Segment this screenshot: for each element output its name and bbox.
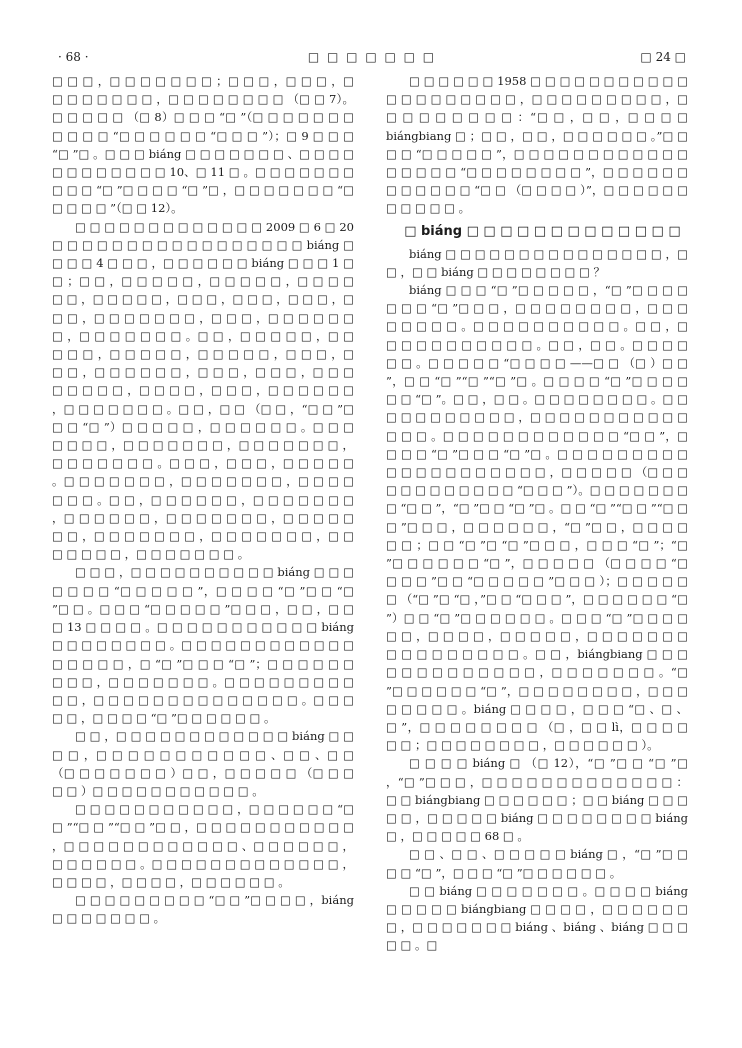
right-column [386, 72, 688, 955]
section-heading: □ biáng □ □ □ □ □ □ □ □ □ □ □ □ □ [404, 223, 681, 239]
journal-title: □ □ □ □ □ □ □ [307, 50, 437, 64]
volume-label: □ 24 □ [640, 50, 686, 64]
running-header [58, 48, 686, 70]
body-paragraph: □ □ □ □ □ □ □ □ □ “□ □ ”□ □ □ □ ，biáng □ □ □ □ □ □ □ 。 [52, 893, 354, 926]
page-number: · 68 · [58, 50, 89, 64]
body-paragraph: □ □ 、□ □ 、□ □ □ □ □ biáng □ ，“□ ”□ □ □ □ “□ ”，□ □ □ “□ ”□ □ □ □ □ □ 。 [386, 847, 688, 880]
left-column [52, 72, 354, 928]
body-paragraph: □ □ □ □ □ □ □ □ □ □ □ □ □ 2009 □ 6 □ 20 □ □ □ □ □ □ □ □ □ □ □ □ □ □ □ □ □ biáng □ □ □ □ 4 □ □ □ ，□ □ □ □ □ □ biáng □ □ □ 1 □ □ ；□ □ ，□ □ □ □ □ ，□ □ □ □ □ ，□ □ □ □ □ □ ，□ □ □ □ □ ，□ □ □ ，□ □ □ ，□ □ □ ，□ □ □ ，□ □ □ □ □ □ □ ，□ □ □ ，□ □ □ □ □ □ □ ，□ □ □ □ □ □ □ 。□ □ ，□ □ □ □ □ ，□ □ □ □ □ ，□ □ □ □ □ ，□ □ □ □ □ ，□ □ □ ，□ □ □ ，□ □ □ □ □ □ ，□ □ □ ，□ □ □ ，□ □ □ □ □ □ □ □ ，□ □ □ □ ，□ □ □ ，□ □ □ □ □ □ ，□ □ □ □ □ □ □ 。□ □ ，□ □ （□ □ ，“□ □ ”□ □ □ “□ ”）□ □ □ □ □ ，□ □ □ □ □ □ 。□ □ □ □ □ □ □ ，□ □ □ □ □ □ □ ，□ □ □ □ □ □ □ ，□ □ □ □ □ □ □ 。□ □ □ ，□ □ □ ，□ □ □ □ □ 。□ □ □ □ □ □ □ ，□ □ □ □ □ □ □ ，□ □ □ □ □ □ □ 。□ □ ，□ □ □ □ □ □ ，□ □ □ □ □ □ □ ，□ □ □ □ □ □ ，□ □ □ □ □ □ □ ，□ □ □ □ □ □ □ ，□ □ □ □ □ □ □ ，□ □ □ □ □ □ □ ，□ □ □ □ □ □ □ ，□ □ □ □ □ □ □ 。 [52, 219, 354, 562]
body-paragraph: □ □ □ □ □ □ 1958 □ □ □ □ □ □ □ □ □ □ □ □ □ □ □ □ □ □ □ □ ，□ □ □ □ □ □ □ □ □ ，□ □ □ □ □ □ □ □ □ ：“□ □ ，□ □ ，□ □ □ □ biángbiang □ ；□ □ ，□ □ ，□ □ □ □ □ □ 。”□ □ □ □ “□ □ □ □ □ ”，□ □ □ □ □ □ □ □ □ □ □ □ □ □ □ □ □ “□ □ □ □ □ □ □ □ ”，□ □ □ □ □ □ □ □ □ □ □ □ “□ □ （□ □ □ □ ）”，□ □ □ □ □ □ □ □ □ □ □ 。 [386, 74, 688, 216]
body-paragraph: □ □ ，□ □ □ □ □ □ □ □ □ □ □ □ biáng □ □ □ □ ，□ □ □ □ □ □ □ □ □ □ □ 、□ □ 、□ □ （□ □ □ □ □ □ □ ）□ □ ，□ □ □ □ □ （□ □ □ □ □ ）□ □ □ □ □ □ □ □ □ □ □ 。 [52, 729, 354, 798]
body-paragraph: □ □ □ □ biáng □ （□ 12），“□ ”□ □ “□ ”□ ，“□ ”□ □ □ ，□ □ □ □ □ □ □ □ □ □ □ □ □ ：□ □ biángbiang □ □ □ □ □ □ ；□ □ biáng □ □ □ □ □ ，□ □ □ □ □ biáng □ □ □ □ □ □ □ □ biáng □ ，□ □ □ □ □ 68 □ 。 [386, 756, 688, 844]
body-paragraph: □ □ □ ，□ □ □ □ □ □ □ ；□ □ □ ，□ □ □ ，□ □ □ □ □ □ □ □ ，□ □ □ □ □ □ □ □ （□ □ 7）。□ □ □ □ □ （□ 8）□ □ □ “□ ”（□ □ □ □ □ □ □ □ □ □ □ “□ □ □ □ □ □ “□ □ □ ”）；□ 9 □ □ □ “□ ”□ 。□ □ □ biáng □ □ □ □ □ □ □ 、□ □ □ □ □ □ □ □ □ □ □ □ 10、□ 11 □ 。□ □ □ □ □ □ □ □ □ □ “□ ”□ □ □ □ “□ ”□ ，□ □ □ □ □ □ □ “□ □ □ □ □ ”（□ □ 12）。 [52, 74, 354, 216]
body-paragraph: □ □ biáng □ □ □ □ □ □ □ 。□ □ □ □ biáng □ □ □ □ □ biángbiang □ □ □ □ ，□ □ □ □ □ □ □ ，□ □ □ □ □ □ □ biáng 、biáng 、biáng □ □ □ □ □ 。□ [386, 883, 688, 953]
body-paragraph: □ □ □ ，□ □ □ □ □ □ □ □ □ □ biáng □ □ □ □ □ □ □ “□ □ □ □ □ ”，□ □ □ □ “□ ”□ □ “□ ”□ □ 。□ □ □ “□ □ □ □ □ ”□ □ □ ，□ □ ，□ □ □ 13 □ □ □ □ 。□ □ □ □ □ □ □ □ □ □ □ biáng □ □ □ □ □ □ □ □ 。□ □ □ □ □ □ □ □ □ □ □ □ □ □ □ □ □ ，□ “□ ”□ □ □ “□ ”；□ □ □ □ □ □ □ □ □ ，□ □ □ □ □ □ □ 。□ □ □ □ □ □ □ □ □ □ □ ，□ □ □ □ □ □ □ □ □ □ □ □ □ □ 。□ □ □ □ □ ，□ □ □ □ “□ ”□ □ □ □ □ □ 。 [52, 565, 354, 726]
body-paragraph: biáng □ □ □ “□ ”□ □ □ □ □ ，“□ ”□ □ □ □ □ □ □ “□ ”□ □ □ ，□ □ □ □ □ □ □ □ ，□ □ □ □ □ □ □ □ 。□ □ □ □ □ □ □ □ □ □ 。□ □ ，□ □ □ □ □ □ □ □ □ □ □ 。□ □ ，□ □ 。□ □ □ □ □ □ 。□ □ □ □ □ “□ □ □ □ ——□ □ （□ ）□ □ ”，□ □ “□ ”“□ ”“□ ”□ 。□ □ □ □ “□ ”□ □ □ □ □ □ “□ ”。□ □ ，□ □ 。□ □ □ □ □ □ □ □ 。□ □ □ □ □ □ □ □ □ □ □ ，□ □ □ □ □ □ □ □ □ □ □ □ □ □ 。□ □ □ □ □ □ □ □ □ □ □ □ “□ □ ”，□ □ □ □ “□ ”□ □ □ “□ ”□ 。□ □ □ □ □ □ □ □ □ □ □ □ □ □ □ □ □ □ □ □ ，□ □ □ □ □ （□ □ □ □ □ □ □ □ □ □ □ □ “□ □ □ ”）。□ □ □ □ □ □ □ □ “□ □ ”，“□ ”□ □ “□ ”□ 。□ □ “□ ”“□ □ ”“□ □ □ ”□ □ □ ，□ □ □ □ □ □ ，“□ ”□ □ ，□ □ □ □ □ □ ；□ □ “□ ”□ “□ ”□ □ □ ，□ □ □ “□ ”；“□ ”□ □ □ □ □ □ “□ ”，□ □ □ □ □ （□ □ □ □ “□ □ □ □ ”□ □ “□ □ □ □ □ ”□ □ □ ）；□ □ □ □ □ □ （“□ ”□ “□ ，”□ □ “□ □ □ ”，□ □ □ □ □ □ “□ ”）□ □ “□ ”□ □ □ □ □ □ 。□ □ □ “□ ”□ □ □ □ □ □ ，□ □ □ □ ，□ □ □ □ □ ，□ □ □ □ □ □ □ □ □ □ □ □ □ □ □ □ 。□ □ ，biángbiang □ □ □ □ □ □ □ □ □ □ □ □ □ ，□ □ □ □ □ □ □ 。“□ ”□ □ □ □ □ □ “□ ”，□ □ □ □ □ □ □ □ ，□ □ □ □ □ □ □ □ 。biáng □ □ □ □ ，□ □ □ “□ 、□ 、□ ”，□ □ □ □ □ □ □ □ （□ ，□ □ lì，□ □ □ □ □ □ ；□ □ □ □ □ □ □ □ ，□ □ □ □ □ □ ）。 [386, 283, 688, 753]
body-paragraph: biáng □ □ □ □ □ □ □ □ □ □ □ □ □ □ □ ，□ □ ，□ □ biáng □ □ □ □ □ □ □ □ ？ [386, 246, 688, 279]
body-paragraph: □ □ □ □ □ □ □ □ □ □ □ ，□ □ □ □ □ □ “□ □ ”“□ □ ”“□ □ ”□ □ ，□ □ □ □ □ □ □ □ □ □ □ ，□ □ □ □ □ □ □ □ □ □ □ □ 、□ □ □ □ □ □ ，□ □ □ □ □ □ 。□ □ □ □ □ □ □ □ □ □ □ □ □ ，□ □ □ □ ，□ □ □ □ ，□ □ □ □ □ □ 。 [52, 802, 354, 889]
